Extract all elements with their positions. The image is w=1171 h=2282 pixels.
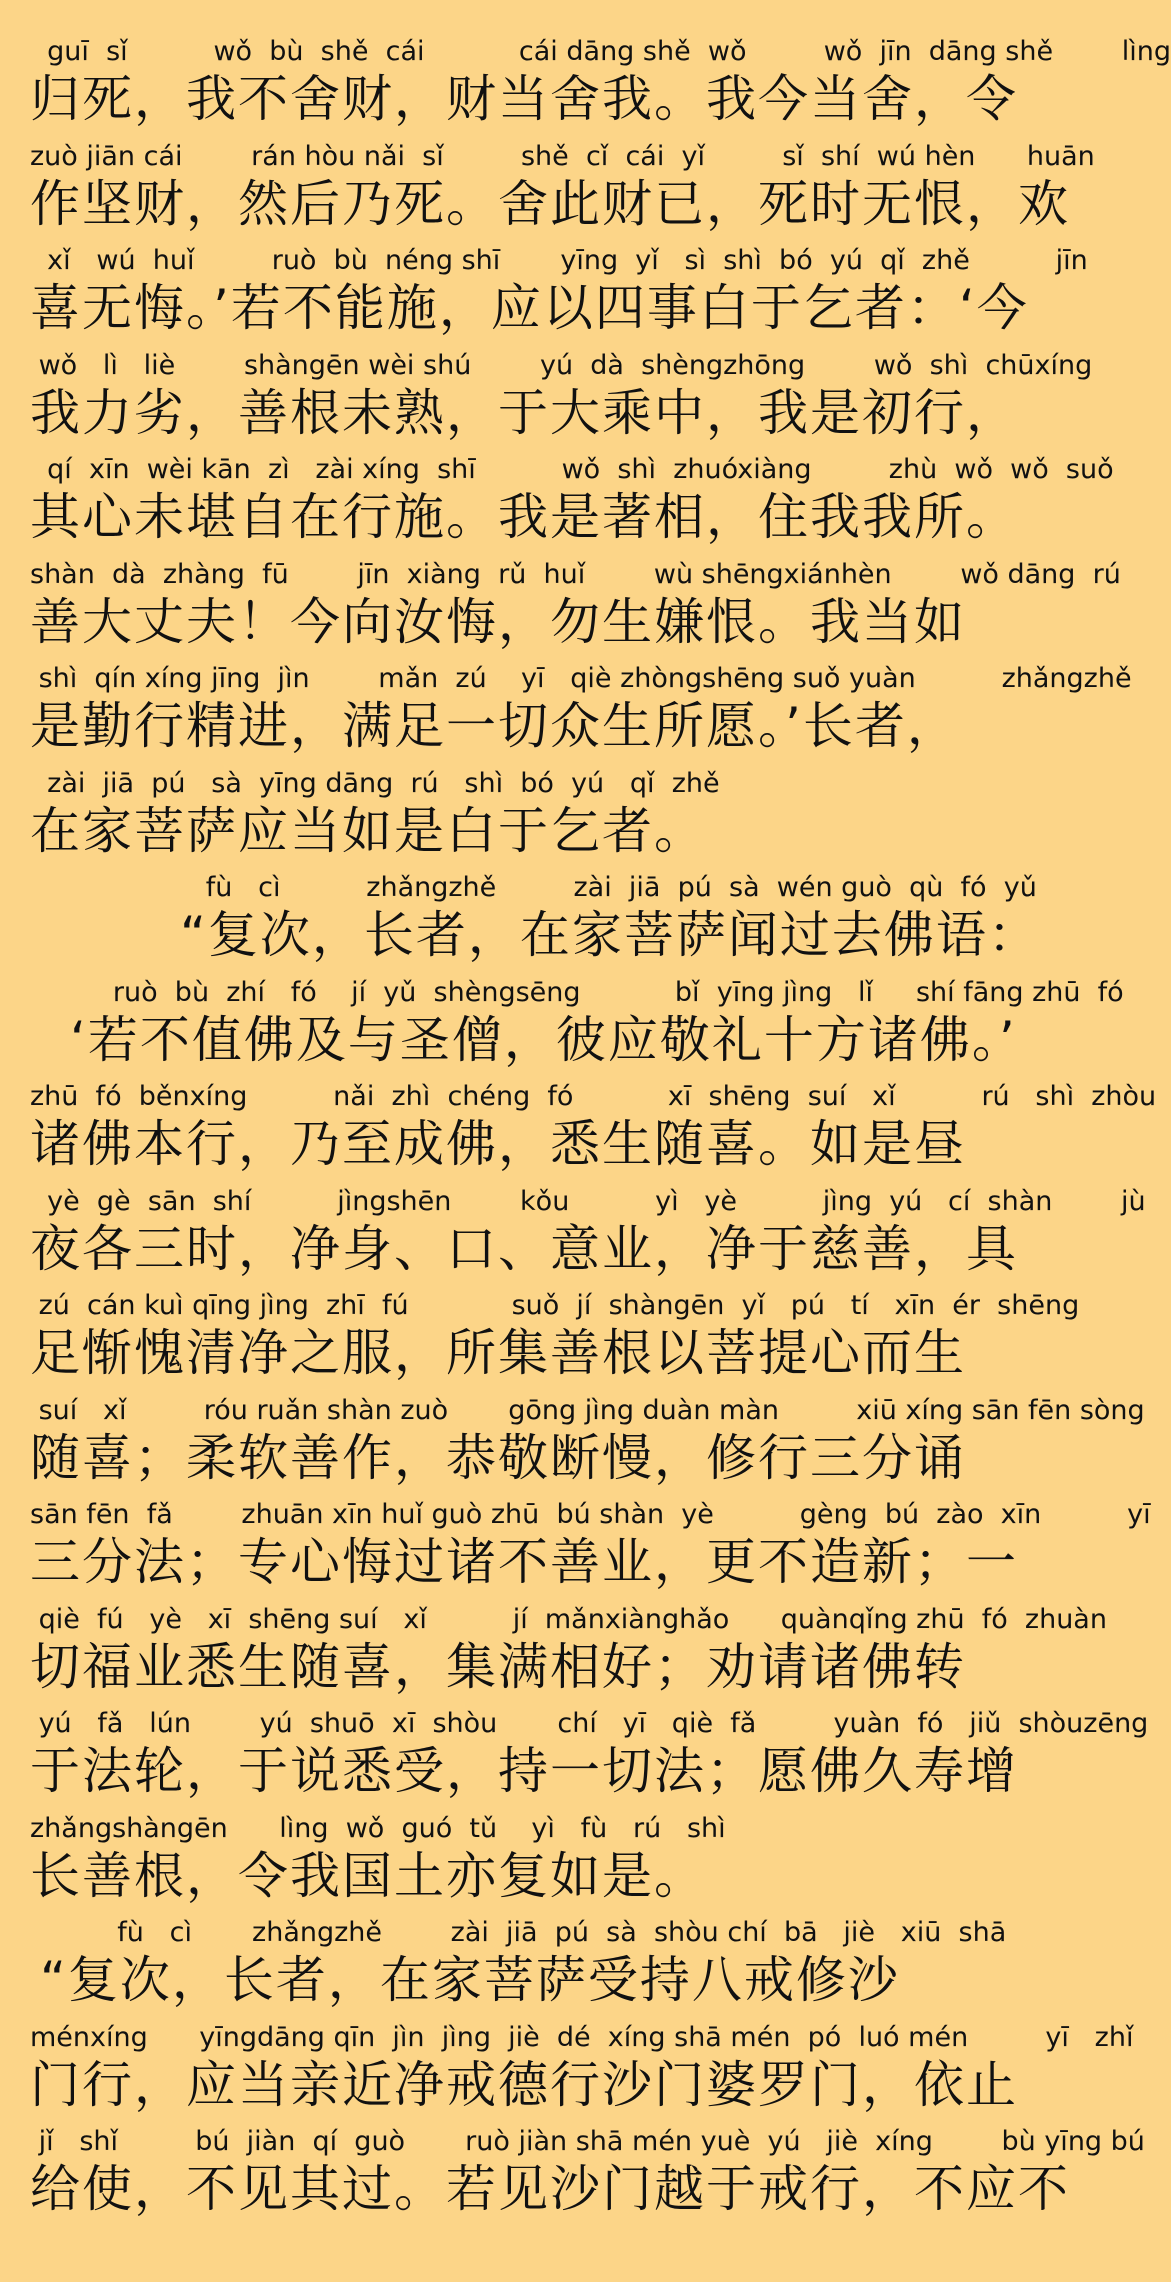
chinese-text: 我力劣，善根未熟，于大乘中，我是初行， xyxy=(30,383,1018,442)
text-line xyxy=(30,348,1093,453)
pinyin-annotation: ruò bù zhí fó jí yǔ shèngsēng bǐ yīng jìng lǐ shí fāng zhū fó xyxy=(70,976,1124,1008)
chinese-text: 给使，不见其过。若见沙门越于戒行，不应不 xyxy=(30,2160,1070,2218)
pinyin-annotation: zài jiā pú sà yīng dāng rú shì bó yú qǐ zhě xyxy=(30,767,720,799)
chinese-text: 随喜；柔软善作，恭敬断慢，修行三分诵 xyxy=(30,1428,966,1487)
pinyin-annotation: fù cì zhǎngzhě zài jiā pú sà wén guò qù fó yǔ xyxy=(180,872,1037,903)
chinese-text: 切福业悉生随喜，集满相好；劝请诸佛转 xyxy=(30,1637,966,1696)
text-line xyxy=(30,766,1050,871)
pinyin-annotation: shàn dà zhàng fū jīn xiàng rǔ huǐ wù shēngxiánhèn wǒ dāng rú xyxy=(30,558,1121,590)
chinese-text: 诸佛本行，乃至成佛，悉生随喜。如是昼 xyxy=(30,1115,966,1173)
pinyin-annotation: shì qín xíng jīng jìn mǎn zú yī qiè zhòngshēng suǒ yuàn zhǎngzhě xyxy=(30,663,1132,694)
pinyin-annotation: guī sǐ wǒ bù shě cái cái dāng shě wǒ wǒ jīn dāng shě lìng xyxy=(30,36,1171,67)
pinyin-annotation: yú fǎ lún yú shuō xī shòu chí yī qiè fǎ yuàn fó jiǔ shòuzēng xyxy=(30,1708,1149,1739)
pinyin-annotation: fù cì zhǎngzhě zài jiā pú sà shòu chí bā jiè xiū shā xyxy=(40,1917,1007,1948)
chinese-text: 长善根，令我国土亦复如是。 xyxy=(30,1846,706,1905)
chinese-text: 作坚财，然后乃死。舍此财已，死时无恨，欢 xyxy=(30,174,1070,233)
text-line xyxy=(30,1393,1145,1498)
pinyin-annotation: ménxíng yīngdāng qīn jìn jìng jiè dé xíng shā mén pó luó mén yī zhǐ xyxy=(30,2021,1134,2053)
chinese-text: 其心未堪自在行施。我是著相，住我我所。 xyxy=(30,488,1018,546)
chinese-text: 归死，我不舍财，财当舍我。我今当舍，令 xyxy=(30,70,1018,128)
pinyin-annotation: wǒ lì liè shàngēn wèi shú yú dà shèngzhōng wǒ shì chūxíng xyxy=(30,349,1093,381)
chinese-text: 门行，应当亲近净戒德行沙门婆罗门，依止 xyxy=(30,2055,1018,2114)
chinese-text: 足惭愧清净之服，所集善根以菩提心而生 xyxy=(30,1324,966,1382)
text-line xyxy=(30,1288,1080,1393)
pinyin-annotation: qí xīn wèi kān zì zài xíng shī wǒ shì zhuóxiàng zhù wǒ wǒ suǒ xyxy=(30,454,1114,485)
chinese-text: 于法轮，于说悉受，持一切法；愿佛久寿增 xyxy=(30,1742,1018,1800)
chinese-text: 三分法；专心悔过诸不善业，更不造新；一 xyxy=(30,1533,1018,1591)
text-line xyxy=(30,452,1114,557)
text-line xyxy=(30,1706,1149,1811)
text-line xyxy=(30,139,1095,244)
text-line xyxy=(30,34,1171,139)
text-line xyxy=(30,2020,1134,2125)
text-line xyxy=(30,1079,1157,1184)
text-line xyxy=(30,243,1088,348)
chinese-text: 夜各三时，净身、口、意业，净于慈善，具 xyxy=(30,1219,1018,1278)
text-line xyxy=(30,1811,1050,1916)
pinyin-annotation: zuò jiān cái rán hòu nǎi sǐ shě cǐ cái yǐ sǐ shí wú hèn huān xyxy=(30,140,1095,172)
text-line xyxy=(30,975,1124,1080)
chinese-text: ‘若不值佛及与圣僧，彼应敬礼十方诸佛。’ xyxy=(70,1010,1017,1069)
chinese-text: “复次，长者，在家菩萨受持八戒修沙 xyxy=(40,1951,900,2009)
pinyin-annotation: zú cán kuì qīng jìng zhī fú suǒ jí shàngēn yǐ pú tí xīn ér shēng xyxy=(30,1290,1080,1321)
chinese-text: 是勤行精进，满足一切众生所愿。’长者， xyxy=(30,697,959,755)
text-line xyxy=(30,870,1050,975)
pinyin-annotation: suí xǐ róu ruǎn shàn zuò gōng jìng duàn màn xiū xíng sān fēn sòng xyxy=(30,1394,1145,1426)
pinyin-annotation: zhǎngshàngēn lìng wǒ guó tǔ yì fù rú shì xyxy=(30,1812,726,1844)
text-line xyxy=(30,1602,1107,1707)
text-line xyxy=(30,661,1132,766)
pinyin-annotation: zhū fó běnxíng nǎi zhì chéng fó xī shēng suí xǐ rú shì zhòu xyxy=(30,1081,1157,1112)
text-line xyxy=(30,1915,1050,2020)
chinese-text: 善大丈夫！今向汝悔，勿生嫌恨。我当如 xyxy=(30,592,966,651)
chinese-text: 喜无悔。’若不能施，应以四事白于乞者：‘今 xyxy=(30,279,1029,337)
chinese-text: “复次，长者，在家菩萨闻过去佛语： xyxy=(180,906,1040,964)
pinyin-annotation: qiè fú yè xī shēng suí xǐ jí mǎnxiànghǎo quànqǐng zhū fó zhuàn xyxy=(30,1603,1107,1635)
chinese-text: 在家菩萨应当如是白于乞者。 xyxy=(30,801,706,860)
text-line xyxy=(30,1497,1151,1602)
text-line xyxy=(30,2124,1145,2229)
pinyin-annotation: xǐ wú huǐ ruò bù néng shī yīng yǐ sì shì bó yú qǐ zhě jīn xyxy=(30,245,1088,276)
pinyin-annotation: sān fēn fǎ zhuān xīn huǐ guò zhū bú shàn yè gèng bú zào xīn yī xyxy=(30,1499,1151,1530)
text-line xyxy=(30,557,1121,662)
pinyin-annotation: jǐ shǐ bú jiàn qí guò ruò jiàn shā mén yuè yú jiè xíng bù yīng bú xyxy=(30,2126,1145,2157)
pinyin-annotation: yè gè sān shí jìngshēn kǒu yì yè jìng yú cí shàn jù xyxy=(30,1185,1146,1217)
text-line xyxy=(30,1184,1146,1289)
